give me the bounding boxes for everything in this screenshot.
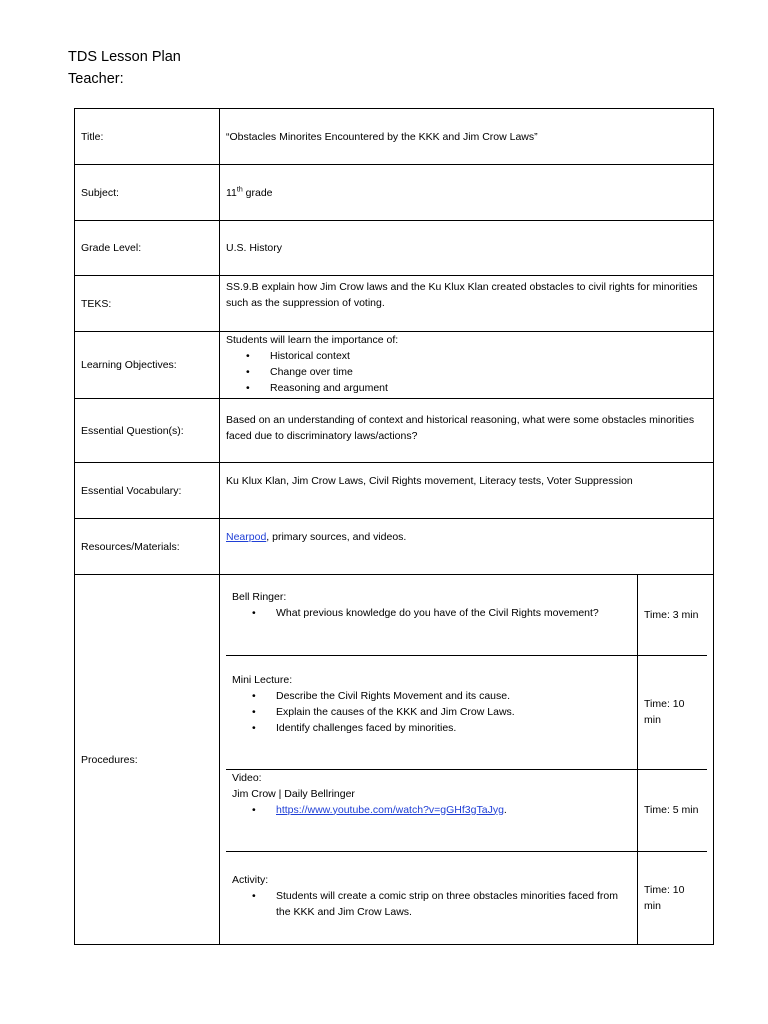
procedures-table — [226, 575, 707, 944]
procedure-heading: Video: — [232, 771, 262, 784]
document-header — [68, 46, 181, 90]
table-row-grade — [75, 221, 714, 276]
procedure-time: Time: 5 min — [638, 769, 708, 851]
procedure-list — [232, 888, 631, 920]
procedures-cell — [220, 575, 714, 945]
list-item: • Explain the causes of the KKK and Jim Crow Laws. — [276, 704, 631, 720]
procedure-bell-ringer — [226, 575, 707, 655]
table-row-vocabulary — [75, 463, 714, 519]
table-row-objectives — [75, 332, 714, 399]
row-label: TEKS: — [75, 276, 220, 332]
procedure-content — [226, 769, 638, 851]
row-label: Essential Question(s): — [75, 399, 220, 463]
lesson-plan-table — [74, 108, 714, 945]
procedure-list — [232, 605, 631, 621]
procedure-time: Time: 3 min — [638, 575, 708, 655]
video-title: Jim Crow | Daily Bellringer — [232, 787, 355, 800]
objectives-cell — [220, 332, 714, 399]
table-row-title — [75, 109, 714, 165]
lesson-title-value: “Obstacles Minorites Encountered by the KKK and Jim Crow Laws” — [220, 109, 714, 165]
nearpod-link[interactable]: Nearpod — [226, 531, 267, 543]
list-item: • What previous knowledge do you have of the Civil Rights movement? — [276, 605, 631, 621]
document-title: TDS Lesson Plan — [68, 49, 181, 65]
row-label: Learning Objectives: — [75, 332, 220, 399]
subject-superscript: th — [236, 186, 243, 193]
list-item: • Describe the Civil Rights Movement and its cause. — [276, 688, 631, 704]
subject-value — [220, 165, 714, 221]
table-row-question — [75, 399, 714, 463]
procedure-time: Time: 10 min — [638, 851, 708, 944]
row-label: Procedures: — [75, 575, 220, 945]
link-suffix: . — [503, 803, 507, 816]
procedure-list — [232, 688, 631, 736]
list-item — [276, 802, 631, 818]
teacher-label: Teacher: — [68, 71, 124, 87]
question-value: Based on an understanding of context and historical reasoning, what were some obstacles minorities faced due to discriminatory laws/actions? — [220, 399, 714, 463]
row-label: Subject: — [75, 165, 220, 221]
procedure-heading: Bell Ringer: — [232, 591, 287, 603]
resources-rest: , primary sources, and videos. — [266, 531, 407, 543]
procedure-content — [226, 851, 638, 944]
list-item: • Reasoning and argument — [270, 380, 707, 396]
table-row-procedures — [75, 575, 714, 945]
list-item: • Students will create a comic strip on three obstacles minorities faced from the KKK and Jim Crow Laws. — [276, 888, 631, 920]
teks-value: SS.9.B explain how Jim Crow laws and the Ku Klux Klan created obstacles to civil rights for minorities such as the suppression of voting. — [220, 276, 714, 332]
vocabulary-value: Ku Klux Klan, Jim Crow Laws, Civil Rights movement, Literacy tests, Voter Suppression — [220, 463, 714, 519]
resources-value — [220, 519, 714, 575]
row-label: Title: — [75, 109, 220, 165]
row-label: Grade Level: — [75, 221, 220, 276]
subject-suffix: grade — [242, 186, 273, 199]
row-label: Essential Vocabulary: — [75, 463, 220, 519]
procedure-time: Time: 10 min — [638, 655, 708, 769]
list-item: • Historical context — [270, 348, 707, 364]
procedure-video — [226, 769, 707, 851]
procedure-activity — [226, 851, 707, 944]
subject-number: 11 — [226, 186, 237, 199]
row-label: Resources/Materials: — [75, 519, 220, 575]
grade-value: U.S. History — [220, 221, 714, 276]
objectives-intro: Students will learn the importance of: — [226, 334, 399, 346]
youtube-link[interactable]: https://www.youtube.com/watch?v=gGHf3gTaJyg — [276, 803, 504, 816]
procedure-content — [226, 655, 638, 769]
procedure-list — [232, 802, 631, 818]
table-row-resources — [75, 519, 714, 575]
list-item: • Change over time — [270, 364, 707, 380]
table-row-teks — [75, 276, 714, 332]
procedure-heading: Mini Lecture: — [232, 673, 293, 686]
table-row-subject — [75, 165, 714, 221]
procedure-mini-lecture — [226, 655, 707, 769]
objectives-list — [226, 348, 707, 396]
list-item: • Identify challenges faced by minorities. — [276, 720, 631, 736]
procedure-content — [226, 575, 638, 655]
procedure-heading: Activity: — [232, 873, 269, 886]
